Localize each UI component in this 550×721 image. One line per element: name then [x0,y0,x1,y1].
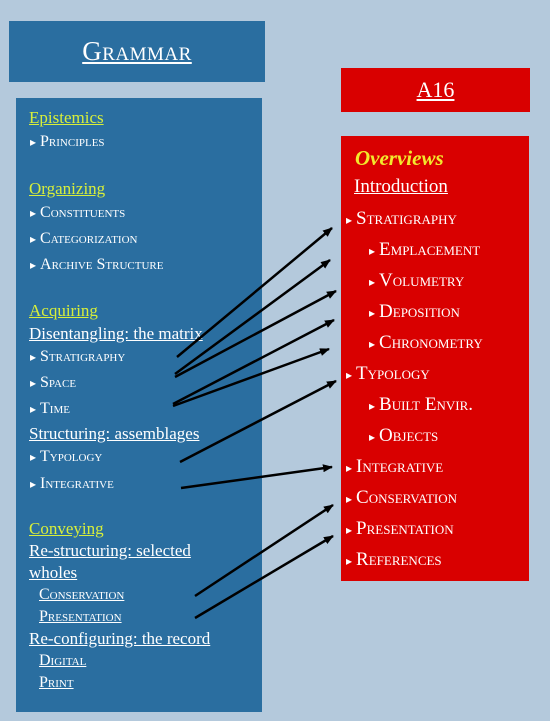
epistemics-heading: Epistemics [29,108,104,127]
a16-typology-item: ▸ Typology [346,363,430,384]
time-item: ▸ Time [30,400,70,417]
volumetry-item: ▸ Volumetry [369,270,465,291]
print-item: Print [39,674,74,691]
a16-conservation-item: ▸ Conservation [346,487,457,508]
built-envir-item: ▸ Built Envir. [369,394,473,415]
disentangling-heading: Disentangling: the matrix [29,324,203,343]
arrow-integrative [181,467,332,488]
overviews-heading: Overviews [355,146,444,170]
a16-presentation-item: ▸ Presentation [346,518,454,539]
categorization-item: ▸ Categorization [30,230,138,247]
arrow-conservation [195,505,333,596]
typology-item: ▸ Typology [30,448,103,465]
constituents-item: ▸ Constituents [30,204,126,221]
a16-label: A16 [341,68,530,112]
a16-stratigraphy-item: ▸ Stratigraphy [346,208,457,229]
stratigraphy-item: ▸ Stratigraphy [30,348,126,365]
arrow-presentation [195,536,333,618]
arrow-typology [180,381,336,462]
presentation-item: Presentation [39,608,122,625]
objects-item: ▸ Objects [369,425,439,446]
emplacement-item: ▸ Emplacement [369,239,481,260]
organizing-heading: Organizing [29,179,106,198]
introduction-heading: Introduction [354,176,448,197]
restructuring-heading-line1: Re-structuring: selected [29,541,191,560]
references-item: ▸ References [346,549,442,570]
conservation-item: Conservation [39,586,125,603]
archive-structure-item: ▸ Archive Structure [30,256,164,273]
principles-item: ▸ Principles [30,133,105,150]
acquiring-heading: Acquiring [29,301,98,320]
deposition-item: ▸ Deposition [369,301,460,322]
integrative-item: ▸ Integrative [30,475,114,492]
grammar-title: Grammar [9,21,265,82]
conveying-heading: Conveying [29,519,104,538]
space-item: ▸ Space [30,374,77,391]
digital-item: Digital [39,652,87,669]
arrow-space-volumetry [175,291,336,377]
structuring-heading: Structuring: assemblages [29,424,200,443]
restructuring-heading-line2: wholes [29,563,78,582]
arrow-stratigraphy [177,228,332,357]
chronometry-item: ▸ Chronometry [369,332,483,353]
arrow-time-deposition [173,320,334,404]
reconfiguring-heading: Re-configuring: the record [29,629,211,648]
a16-integrative-item: ▸ Integrative [346,456,444,477]
